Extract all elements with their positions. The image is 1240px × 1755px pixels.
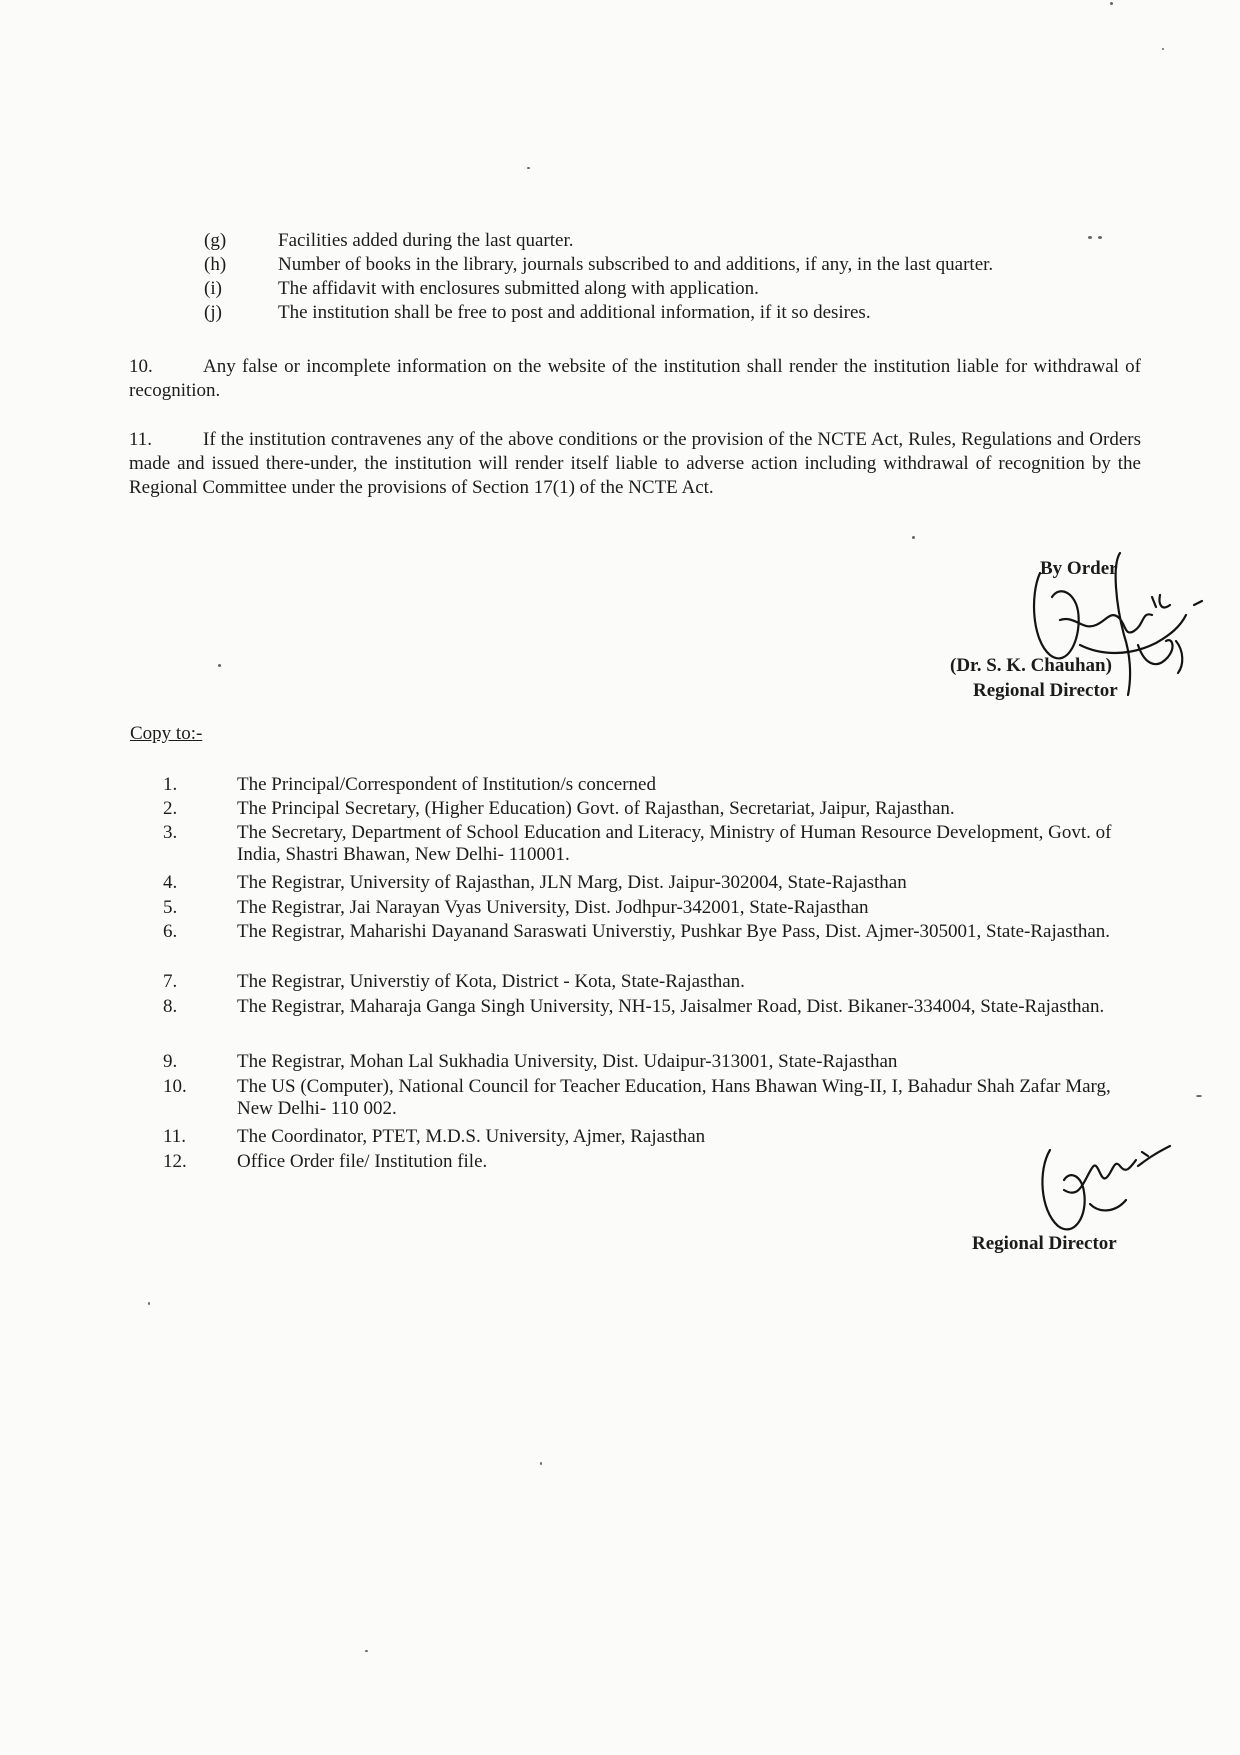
copy-item-number: 3.	[163, 822, 178, 843]
list-item-label: (i)	[204, 278, 222, 299]
copy-item-text: The Secretary, Department of School Education and Literacy, Ministry of Human Resource Development, Govt. of India, Shastri Bhawan, New Delhi- 110001.	[237, 822, 1112, 865]
copy-item-text: Office Order file/ Institution file.	[237, 1151, 488, 1172]
by-order-label: By Order	[1040, 558, 1118, 579]
copy-item-text: The Principal/Correspondent of Institution/s concerned	[237, 774, 656, 795]
scan-speck	[1162, 48, 1164, 50]
list-item-i	[204, 277, 759, 301]
copy-item-number: 7.	[163, 971, 178, 992]
copy-item-number: 12.	[163, 1151, 187, 1172]
signatory-designation: Regional Director	[973, 680, 1118, 701]
scan-speck	[1110, 2, 1113, 5]
list-item-label: (j)	[204, 302, 222, 323]
paragraph-text: Any false or incomplete information on the website of the institution shall render the institution liable for withdrawal of recognition.	[129, 356, 1141, 401]
list-item-label: (g)	[204, 230, 227, 251]
paragraph-10	[129, 355, 1141, 403]
copy-item-number: 5.	[163, 897, 178, 918]
scan-speck	[218, 664, 221, 667]
signatory-name: (Dr. S. K. Chauhan)	[950, 655, 1112, 676]
paragraph-11	[129, 428, 1141, 500]
copy-item-text: The Registrar, University of Rajasthan, JLN Marg, Dist. Jaipur-302004, State-Rajasthan	[237, 872, 907, 893]
copy-item-number: 1.	[163, 774, 178, 795]
list-item-g	[204, 229, 573, 253]
scan-speck	[540, 1462, 542, 1465]
copy-item-text: The US (Computer), National Council for Teacher Education, Hans Bhawan Wing-II, I, Bahadur Shah Zafar Marg, New Delhi- 110 002.	[237, 1076, 1111, 1119]
list-item-h	[204, 253, 993, 277]
list-item-text: The institution shall be free to post and additional information, if it so desires.	[278, 302, 871, 323]
scan-speck	[365, 1650, 368, 1652]
copy-item-text: The Registrar, Universtiy of Kota, District - Kota, State-Rajasthan.	[237, 971, 745, 992]
paragraph-text: If the institution contravenes any of the above conditions or the provision of the NCTE Act, Rules, Regulations and Orders made and issued there-under, the institution will render itself liable to adverse action including withdrawal of recognition by the Regional Committee under the provisions of Section 17(1) of the NCTE Act.	[129, 429, 1141, 498]
copy-item-text: The Principal Secretary, (Higher Education) Govt. of Rajasthan, Secretariat, Jaipur, Rajasthan.	[237, 798, 955, 819]
scan-speck	[1088, 236, 1092, 239]
scan-speck	[148, 1302, 150, 1305]
copy-item-number: 8.	[163, 996, 178, 1017]
copy-item-number: 9.	[163, 1051, 178, 1072]
copy-item-text: The Registrar, Maharishi Dayanand Saraswati Universtiy, Pushkar Bye Pass, Dist. Ajmer-305001, State-Rajasthan.	[237, 921, 1111, 942]
copy-item-number: 4.	[163, 872, 178, 893]
list-item-text: Facilities added during the last quarter.	[278, 230, 574, 251]
handwritten-signature	[1020, 545, 1220, 715]
paragraph-number: 11.	[129, 429, 153, 450]
closing-handwritten-signature	[1030, 1130, 1180, 1240]
scan-speck	[527, 167, 530, 169]
copy-to-heading: Copy to:-	[130, 723, 203, 744]
scan-speck	[1098, 236, 1102, 239]
copy-item-text: The Registrar, Maharaja Ganga Singh University, NH-15, Jaisalmer Road, Dist. Bikaner-334004, State-Rajasthan.	[237, 996, 1105, 1017]
scan-speck	[912, 536, 915, 539]
scan-speck	[1196, 1095, 1202, 1097]
paragraph-number: 10.	[129, 356, 153, 377]
copy-item-number: 2.	[163, 798, 178, 819]
list-item-j	[204, 301, 871, 325]
copy-item-number: 11.	[163, 1126, 187, 1147]
list-item-text: The affidavit with enclosures submitted along with application.	[278, 278, 759, 299]
copy-item-text: The Registrar, Jai Narayan Vyas University, Dist. Jodhpur-342001, State-Rajasthan	[237, 897, 869, 918]
copy-item-number: 6.	[163, 921, 178, 942]
list-item-text: Number of books in the library, journals subscribed to and additions, if any, in the last quarter.	[278, 254, 994, 275]
copy-item-text: The Coordinator, PTET, M.D.S. University, Ajmer, Rajasthan	[237, 1126, 706, 1147]
copy-item-number: 10.	[163, 1076, 187, 1097]
closing-designation: Regional Director	[972, 1233, 1117, 1254]
copy-item-text: The Registrar, Mohan Lal Sukhadia University, Dist. Udaipur-313001, State-Rajasthan	[237, 1051, 898, 1072]
list-item-label: (h)	[204, 254, 227, 275]
